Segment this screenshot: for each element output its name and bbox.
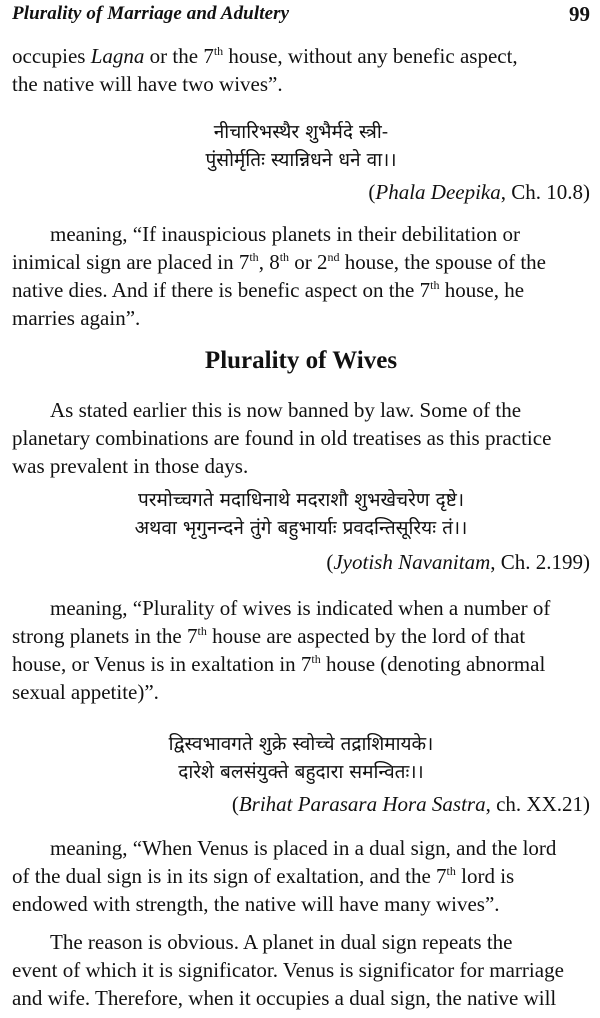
paragraph-line: strong planets in the 7th house are aspected by the lord of that — [12, 624, 526, 648]
paragraph-5 — [12, 834, 590, 918]
section-title: Plurality of Wives — [204, 347, 398, 374]
paragraph-1 — [12, 42, 590, 98]
verse-line: दारेशे बलसंयुक्ते बहुदारा समन्वितः।। — [178, 761, 424, 783]
citation-2: (Jyotish Navanitam, Ch. 2.199) — [326, 550, 590, 574]
paragraph-line: was prevalent in those days. — [12, 454, 249, 478]
paragraph-3 — [12, 396, 590, 480]
paragraph-4 — [12, 594, 590, 706]
book-page — [12, 0, 590, 1018]
sanskrit-verse-3 — [12, 730, 590, 786]
citation-3: (Brihat Parasara Hora Sastra, ch. XX.21) — [231, 792, 590, 816]
paragraph-line: sexual appetite)”. — [12, 680, 159, 704]
page-header — [12, 2, 590, 30]
verse-line: नीचारिभस्थैर शुभैर्मदे स्त्री- — [213, 121, 389, 143]
verse-line: पुंसोर्मृतिः स्यान्निधने धने वा।। — [205, 149, 397, 171]
page-number: 99 — [569, 2, 590, 26]
paragraph-line: occupies Lagna or the 7th house, without any benefic aspect, — [12, 44, 518, 68]
paragraph-line: house, or Venus is in exaltation in 7th house (denoting abnormal — [12, 652, 546, 676]
paragraph-2 — [12, 220, 590, 332]
verse-line: परमोच्चगते मदाधिनाथे मदराशौ शुभखेचरेण दृष्टे। — [137, 489, 465, 511]
verse-line: द्विस्वभावगते शुक्रे स्वोच्चे तद्राशिमायके। — [168, 733, 434, 755]
paragraph-line: As stated earlier this is now banned by law. Some of the — [50, 398, 522, 422]
verse-line: अथवा भृगुनन्दने तुंगे बहुभार्याः प्रवदन्तिसूरियः तं।। — [134, 517, 468, 539]
section-heading — [12, 346, 590, 376]
paragraph-line: planetary combinations are found in old treatises as this practice — [12, 426, 552, 450]
paragraph-line: meaning, “If inauspicious planets in their debilitation or — [50, 222, 521, 246]
running-head: Plurality of Marriage and Adultery — [12, 3, 290, 24]
sanskrit-verse-2 — [12, 486, 590, 542]
paragraph-line: marries again”. — [12, 306, 141, 330]
paragraph-line: The reason is obvious. A planet in dual sign repeats the — [50, 930, 513, 954]
citation-title: Brihat Parasara Hora Sastra — [238, 792, 486, 816]
paragraph-line: of the dual sign is in its sign of exaltation, and the 7th lord is — [12, 864, 515, 888]
paragraph-line: inimical sign are placed in 7th, 8th or 2nd house, the spouse of the — [12, 250, 546, 274]
sanskrit-verse-1 — [12, 118, 590, 174]
paragraph-line: the native will have two wives”. — [12, 72, 283, 96]
paragraph-line: event of which it is significator. Venus is significator for marriage — [12, 958, 564, 982]
citation-title: Jyotish Navanitam — [333, 550, 491, 574]
citation-title: Phala Deepika — [375, 180, 501, 204]
paragraph-line: endowed with strength, the native will have many wives”. — [12, 892, 500, 916]
citation-1: (Phala Deepika, Ch. 10.8) — [368, 180, 590, 204]
paragraph-line: native dies. And if there is benefic aspect on the 7th house, he — [12, 278, 525, 302]
paragraph-line: meaning, “Plurality of wives is indicated when a number of — [50, 596, 551, 620]
paragraph-line: and wife. Therefore, when it occupies a dual sign, the native will — [12, 986, 557, 1010]
paragraph-line: meaning, “When Venus is placed in a dual sign, and the lord — [50, 836, 557, 860]
paragraph-6 — [12, 928, 590, 1012]
